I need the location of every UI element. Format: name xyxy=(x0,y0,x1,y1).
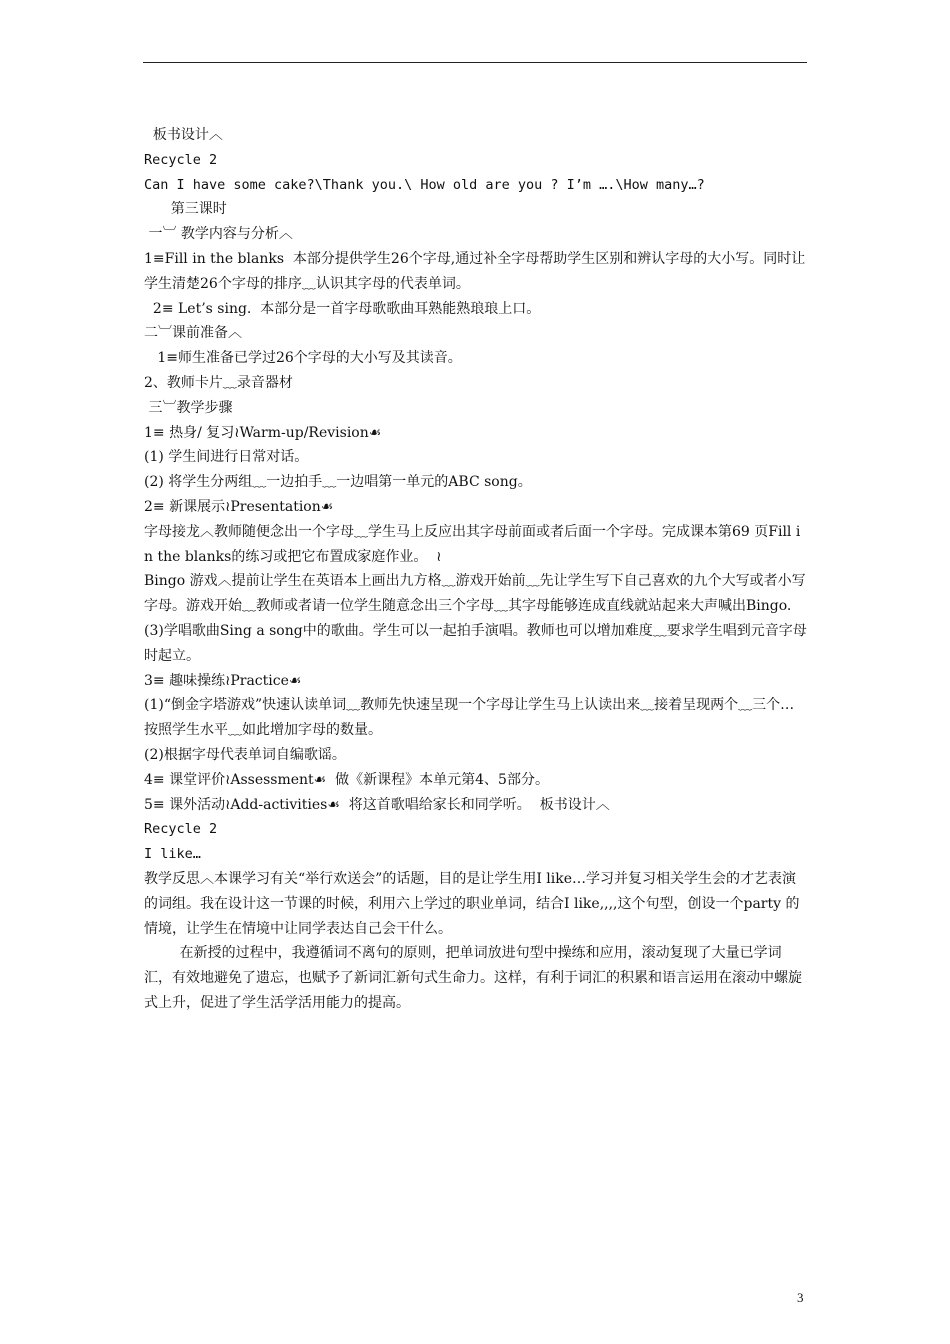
text-line: Bingo 游戏︿提前让学生在英语本上画出九方格﹏游戏开始前﹏先让学生写下自己喜欢的九个大写或者小写字母。游戏开始﹏教师或者请一位学生随意念出三个字母﹏其字母能够连成直线就站起来大声喊出Bingo. xyxy=(144,573,806,615)
text-line: 1≡Fill in the blanks 本部分提供学生26个字母,通过补全字母帮助学生区别和辨认字母的大小写。同时让学生清楚26个字母的排序﹏认识其字母的代表单词。 xyxy=(144,250,806,292)
text-line: Can I have some cake?\Thank you.\ How old are you ? I’m ….\How many…? xyxy=(144,176,705,193)
text-line: 在新授的过程中，我遵循词不离句的原则，把单词放进句型中操练和应用，滚动复现了大量已学词汇，有效地避免了遗忘，也赋予了新词汇新句式生命力。这样，有利于词汇的积累和语言运用在滚动中螺旋式上升，促进了学生活学活用能力的提高。 xyxy=(144,945,802,1011)
text-line: 2、教师卡片﹏录音器材 xyxy=(144,374,293,391)
document-body xyxy=(144,123,808,1016)
text-line: 2≡ Let’s sing. 本部分是一首字母歌歌曲耳熟能熟琅琅上口。 xyxy=(144,300,541,317)
text-line: 二︺课前准备︿ xyxy=(144,325,242,342)
text-line: 教学反思︿本课学习有关“举行欢送会”的话题，目的是让学生用I like…学习并复习相关学生会的才艺表演的词组。我在设计这一节课的时候，利用六上学过的职业单词，结合I like,,,,这个句型，创设一个party 的情境，让学生在情境中让同学表达自己会干什么。 xyxy=(144,870,800,937)
text-line: (1) 学生间进行日常对话。 xyxy=(144,449,309,466)
page-number: 3 xyxy=(797,1290,804,1305)
text-line: (2) 将学生分两组﹏一边拍手﹏一边唱第一单元的ABC song。 xyxy=(144,474,532,491)
text-line: (1)“倒金字塔游戏”快速认读单词﹏教师先快速呈现一个字母让学生马上认读出来﹏接着呈现两个﹏三个…按照学生水平﹏如此增加字母的数量。 xyxy=(144,697,795,739)
text-line: 1≡ 热身/ 复习≀Warm-up/Revision☙ xyxy=(144,424,382,441)
text-line: 4≡ 课堂评价≀Assessment☙ 做《新课程》本单元第4、5部分。 xyxy=(144,771,549,788)
header-rule xyxy=(143,62,807,63)
text-line: 1≡师生准备已学过26个字母的大小写及其读音。 xyxy=(144,350,462,367)
text-line: Recycle 2 xyxy=(144,821,218,838)
text-line: 5≡ 课外活动≀Add-activities☙ 将这首歌唱给家长和同学听。 板书设计︿ xyxy=(144,796,610,813)
text-line: (2)根据字母代表单词自编歌谣。 xyxy=(144,746,346,763)
text-line: Recycle 2 xyxy=(144,151,218,168)
text-line: 板书设计︿ xyxy=(144,127,223,143)
text-line: 一︺ 教学内容与分析︿ xyxy=(144,226,293,243)
text-line: (3)学唱歌曲Sing a song中的歌曲。学生可以一起拍手演唱。教师也可以增加难度﹏要求学生唱到元音字母时起立。 xyxy=(144,622,807,664)
text-line: 2≡ 新课展示≀Presentation☙ xyxy=(144,498,334,515)
text-line: 字母接龙︿教师随便念出一个字母﹏学生马上反应出其字母前面或者后面一个字母。完成课本第69 页Fill in the blanks的练习或把它布置成家庭作业。 ≀ xyxy=(144,523,801,565)
text-line: 3≡ 趣味操练≀Practice☙ xyxy=(144,672,302,689)
text-line: 三︺教学步骤 xyxy=(144,399,233,416)
text-line: 第三课时 xyxy=(144,201,227,218)
text-line: I like… xyxy=(144,846,201,863)
